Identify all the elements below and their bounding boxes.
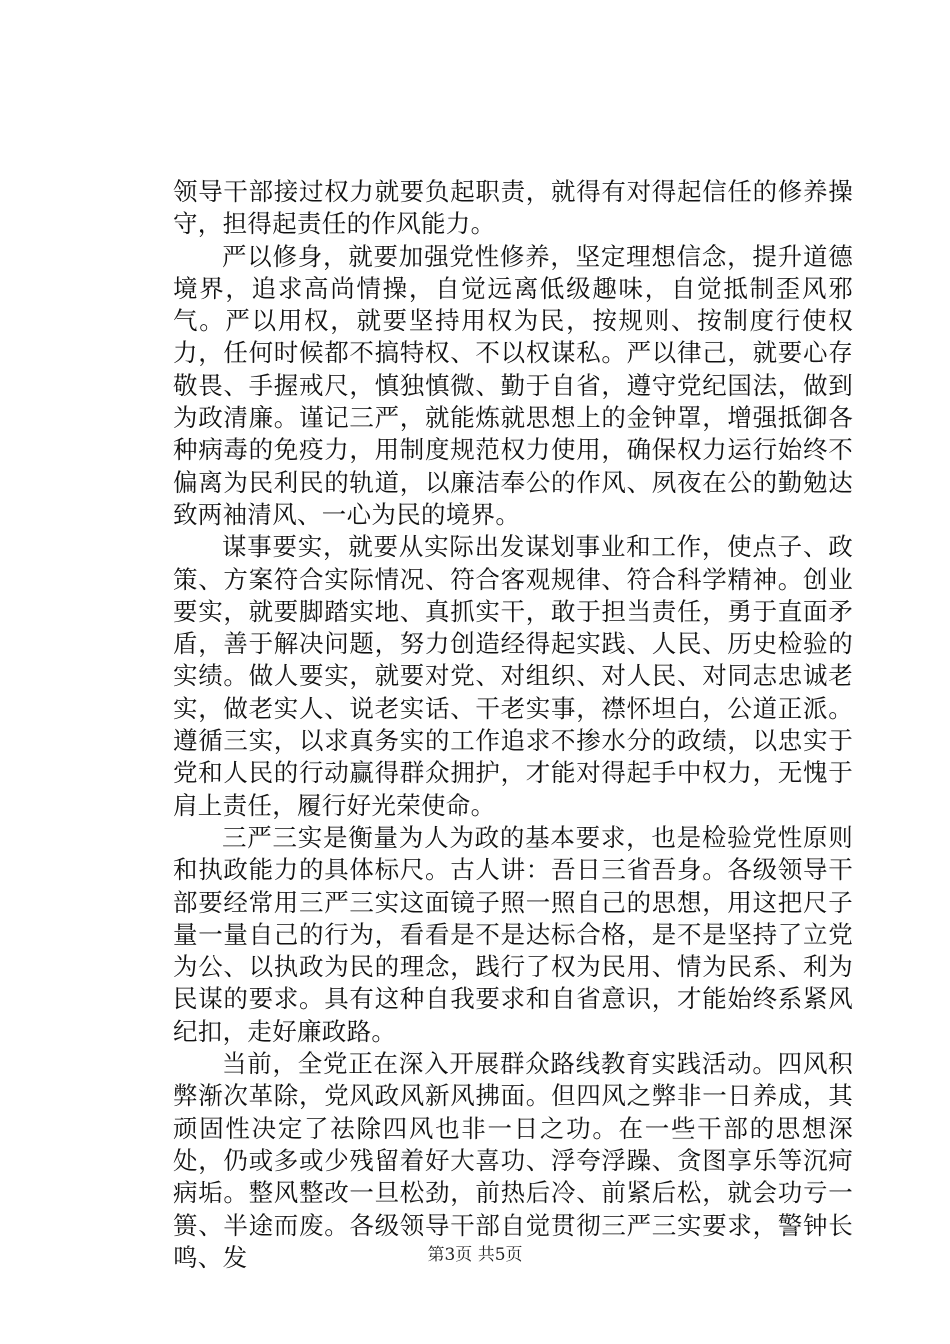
document-body [173, 176, 853, 1274]
paragraph-2: 严以修身，就要加强党性修养，坚定理想信念，提升道德境界，追求高尚情操，自觉远离低级趣味，自觉抵制歪风邪气。严以用权，就要坚持用权为民，按规则、按制度行使权力，任何时候都不搞特权、不以权谋私。严以律己，就要心存敬畏、手握戒尺，慎独慎微、勤于自省，遵守党纪国法，做到为政清廉。谨记三严，就能炼就思想上的金钟罩，增强抵御各种病毒的免疫力，用制度规范权力使用，确保权力运行始终不偏离为民利民的轨道，以廉洁奉公的作风、夙夜在公的勤勉达致两袖清风、一心为民的境界。 [173, 241, 853, 529]
paragraph-4: 三严三实是衡量为人为政的基本要求，也是检验党性原则和执政能力的具体标尺。古人讲：吾日三省吾身。各级领导干部要经常用三严三实这面镜子照一照自己的思想，用这把尺子量一量自己的行为，看看是不是达标合格，是不是坚持了立党为公、以执政为民的理念，践行了权为民用、情为民系、利为民谋的要求。具有这种自我要求和自省意识，才能始终系紧风纪扣，走好廉政路。 [173, 822, 853, 1046]
paragraph-5: 当前，全党正在深入开展群众路线教育实践活动。四风积弊渐次革除，党风政风新风拂面。但四风之弊非一日养成，其顽固性决定了祛除四风也非一日之功。在一些干部的思想深处，仍或多或少残留着好大喜功、浮夸浮躁、贪图享乐等沉疴病垢。整风整改一旦松劲，前热后冷、前紧后松，就会功亏一篑、半途而废。各级领导干部自觉贯彻三严三实要求，警钟长鸣、发 [173, 1049, 853, 1272]
page-footer: 第3页 共5页 [427, 1245, 523, 1265]
paragraph-3: 谋事要实，就要从实际出发谋划事业和工作，使点子、政策、方案符合实际情况、符合客观规律、符合科学精神。创业要实，就要脚踏实地、真抓实干，敢于担当责任，勇于直面矛盾，善于解决问题，努力创造经得起实践、人民、历史检验的实绩。做人要实，就要对党、对组织、对人民、对同志忠诚老实，做老实人、说老实话、干老实事，襟怀坦白，公道正派。遵循三实，以求真务实的工作追求不掺水分的政绩，以忠实于党和人民的行动赢得群众拥护，才能对得起手中权力，无愧于肩上责任，履行好光荣使命。 [173, 532, 853, 820]
paragraph-1: 领导干部接过权力就要负起职责，就得有对得起信任的修养操守，担得起责任的作风能力。 [173, 177, 853, 239]
